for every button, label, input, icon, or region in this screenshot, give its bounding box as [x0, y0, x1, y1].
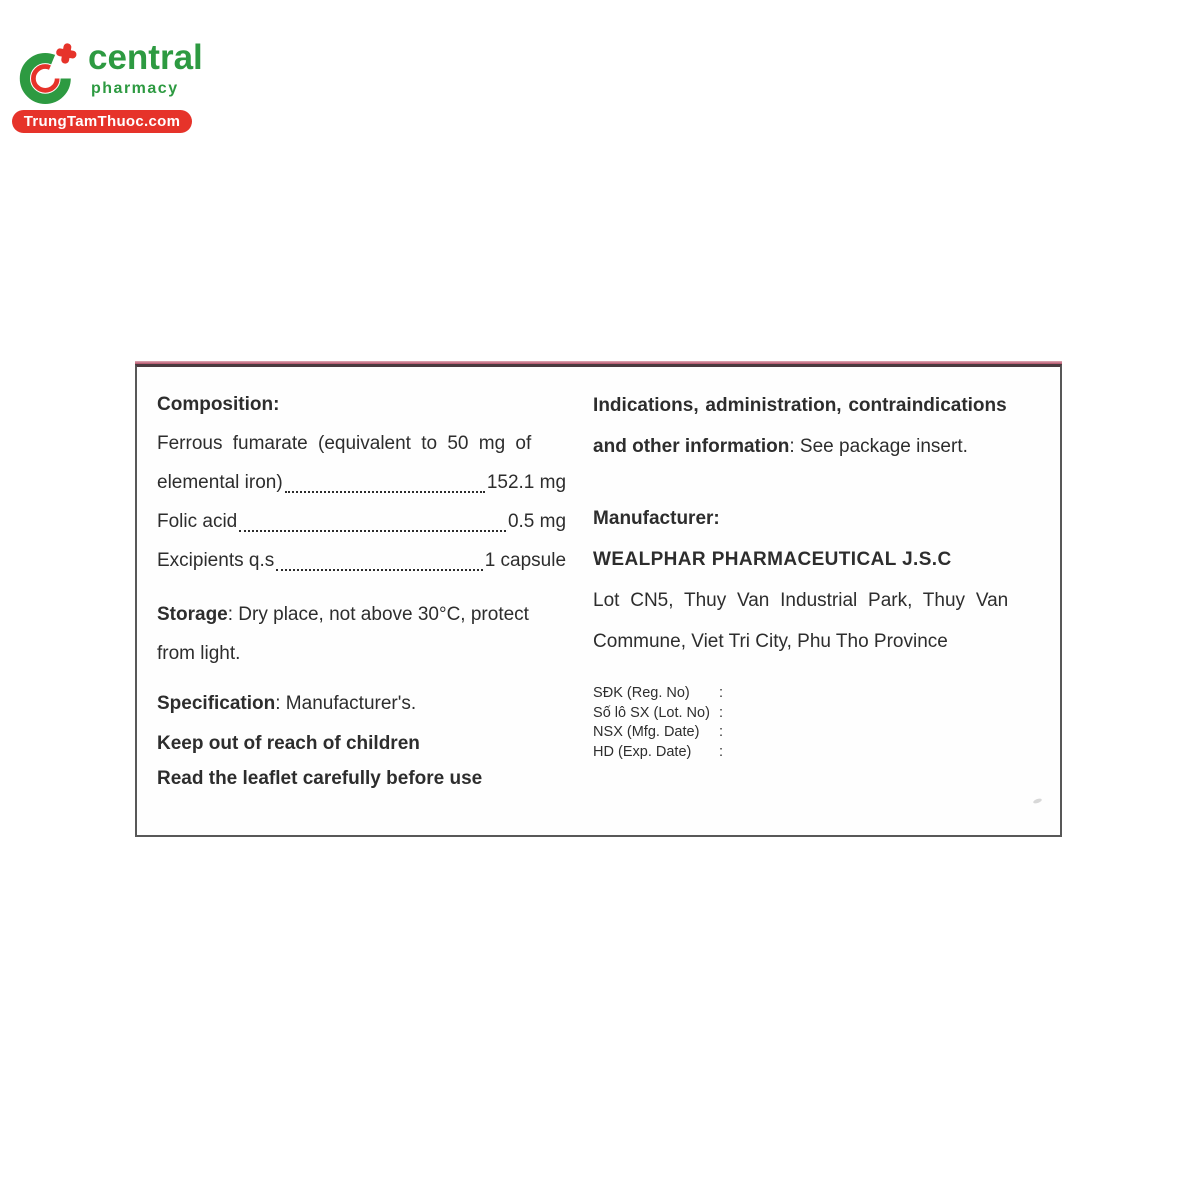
- logo-badge-text: TrungTamThuoc.com: [23, 113, 181, 130]
- reg-label: Số lô SX (Lot. No): [593, 704, 710, 721]
- dot-leader: [239, 530, 506, 532]
- storage-heading: Storage: [157, 604, 228, 625]
- dot-leader: [285, 491, 485, 493]
- warning-keep-out: Keep out of reach of children: [157, 733, 420, 754]
- manufacturer-heading: Manufacturer:: [593, 508, 720, 529]
- manufacturer-name: WEALPHAR PHARMACEUTICAL J.S.C: [593, 549, 952, 570]
- reg-colon: :: [719, 743, 724, 760]
- indications-line-2: [593, 426, 1048, 467]
- ingredient-value: 1 capsule: [484, 550, 567, 571]
- indications-rest: : See package insert.: [789, 436, 968, 457]
- composition-line-ferrous-1: Ferrous fumarate (equivalent to 50 mg of: [157, 433, 532, 454]
- registration-block: [593, 684, 1048, 762]
- logo-sub-text: pharmacy: [91, 80, 179, 97]
- storage-line-2: from light.: [157, 643, 241, 664]
- ingredient-value: 0.5 mg: [507, 511, 567, 532]
- package-label-panel: [135, 364, 1062, 837]
- specification-text: : Manufacturer's.: [275, 693, 417, 714]
- ingredient-value: 152.1 mg: [486, 472, 567, 493]
- label-right-column: [593, 385, 1048, 796]
- warning-read-leaflet: Read the leaflet carefully before use: [157, 768, 483, 789]
- ingredient-label: elemental iron): [157, 472, 283, 493]
- reg-row-mfg: [593, 723, 1048, 743]
- composition-heading: Composition:: [157, 394, 280, 415]
- scan-artifact: [1033, 798, 1043, 805]
- composition-line-ferrous-2: [157, 463, 566, 502]
- label-left-column: [157, 385, 566, 796]
- storage-line-1: [157, 595, 566, 634]
- manufacturer-address-1: Lot CN5, Thuy Van Industrial Park, Thuy Van: [593, 590, 1009, 611]
- dot-leader: [276, 569, 482, 571]
- reg-row-sdk: [593, 684, 1048, 704]
- plus-icon: [55, 42, 79, 66]
- manufacturer-address-2: Commune, Viet Tri City, Phu Tho Province: [593, 631, 948, 652]
- ingredient-label: Folic acid: [157, 511, 238, 532]
- reg-colon: :: [719, 685, 724, 701]
- ingredient-label: Excipients q.s: [157, 550, 275, 571]
- composition-line-folic: [157, 502, 566, 541]
- storage-text: : Dry place, not above 30°C, protect: [227, 604, 529, 625]
- indications-line-1: Indications, administration, contraindications: [593, 395, 1007, 416]
- reg-label: NSX (Mfg. Date): [593, 724, 700, 740]
- logo-badge: [12, 110, 192, 133]
- specification-line: [157, 684, 566, 723]
- reg-label: SĐK (Reg. No): [593, 685, 690, 701]
- indications-bold: and other information: [593, 436, 790, 457]
- reg-row-lot: [593, 704, 1048, 724]
- composition-line-excipients: [157, 541, 566, 580]
- reg-colon: :: [719, 704, 724, 721]
- reg-colon: :: [719, 724, 724, 740]
- central-pharmacy-c-icon: [14, 36, 82, 110]
- logo-brand-text: central: [88, 38, 203, 77]
- specification-heading: Specification: [157, 693, 276, 714]
- reg-label: HD (Exp. Date): [593, 743, 692, 760]
- reg-row-exp: [593, 743, 1048, 763]
